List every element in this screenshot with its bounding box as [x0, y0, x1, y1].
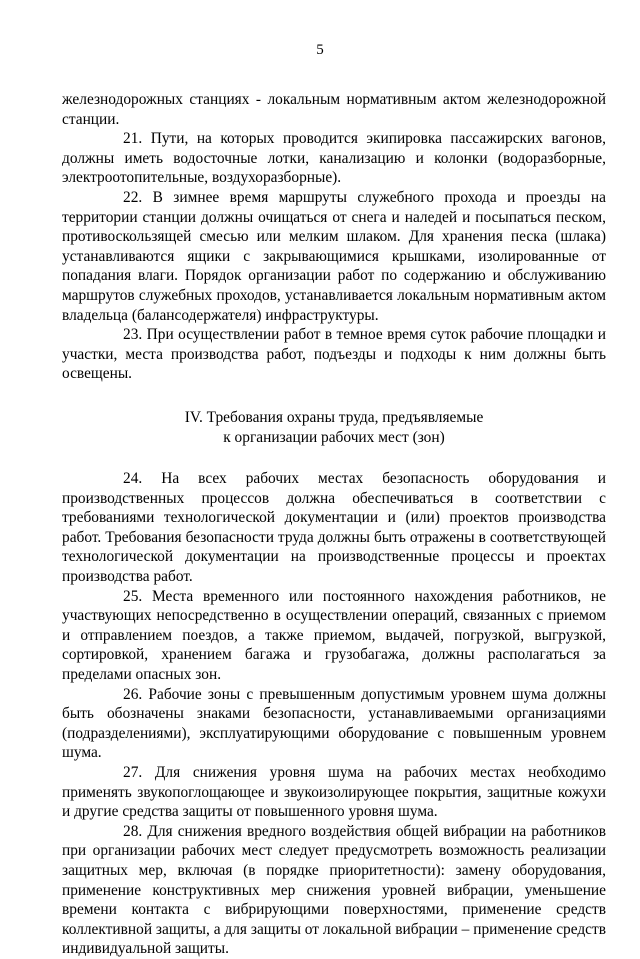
paragraph-23: 23. При осуществлении работ в темное время суток рабочие площадки и участки, места производства работ, подъезды и подходы к ним должны быть освещены. [62, 326, 606, 383]
paragraph-24: 24. На всех рабочих местах безопасность оборудования и производственных процессов должна обеспечиваться в соответствии с требованиями технологической документации и (или) проектов производства работ. Требования безопасности труда должны быть отражены в соответствующей технологической документации на производственные процессы и проектах производства работ. [62, 470, 606, 586]
paragraph-26: 26. Рабочие зоны с превышенным допустимым уровнем шума должны быть обозначены знаками безопасности, устанавливаемыми организациями (подразделениями), эксплуатирующими оборудование с повышенным уровнем шума. [62, 685, 606, 762]
paragraph-25: 25. Места временного или постоянного нахождения работников, не участвующих непосредственно в осуществлении операций, связанных с приемом и отправлением поездов, а также приемом, выдачей, погрузкой, выгрузкой, сортировкой, хранением багажа и грузобагажа, должны располагаться за пределами опасных зон. [62, 587, 606, 684]
page-number: 5 [316, 42, 324, 58]
paragraph-22: 22. В зимнее время маршруты служебного прохода и проезды на территории станции должны очищаться от снега и наледей и посыпаться песком, противоскользящей смесью или мелким шлаком. Для хранения песка (шлака) устанавливаются ящики с закрывающимися крышками, изолированные от попадания влаги. Порядок организации работ по содержанию и обслуживанию маршрутов служебных проходов, устанавливается локальным нормативным актом владельца (балансодержателя) инфраструктуры. [62, 188, 606, 324]
paragraph-21: 21. Пути, на которых проводится экипировка пассажирских вагонов, должны иметь водосточные лотки, канализацию и колонки (водоразборные, электроотопительные, воздухоразборные). [62, 130, 606, 187]
section-heading [62, 408, 606, 447]
document-body [62, 90, 606, 959]
section-title-line-1: IV. Требования охраны труда, предъявляемые [184, 408, 484, 426]
paragraph-28: 28. Для снижения вредного воздействия общей вибрации на работников при организации рабочих мест следует предусмотреть возможность реализации защитных мер, включая (в порядке приоритетности): замену оборудования, применение конструктивных мер снижения уровней вибрации, уменьшение времени контакта с вибрирующими поверхностями, применение средств коллективной защиты, а для защиты от локальной вибрации – применение средств индивидуальной защиты. [62, 822, 606, 958]
paragraph-27: 27. Для снижения уровня шума на рабочих местах необходимо применять звукопоглощающее и звукоизолирующее покрытия, защитные кожухи и другие средства защиты от повышенного уровня шума. [62, 764, 606, 821]
section-title-line-2: к организации рабочих мест (зон) [223, 428, 445, 446]
paragraph-continuation: железнодорожных станциях - локальным нормативным актом железнодорожной станции. [62, 91, 606, 128]
